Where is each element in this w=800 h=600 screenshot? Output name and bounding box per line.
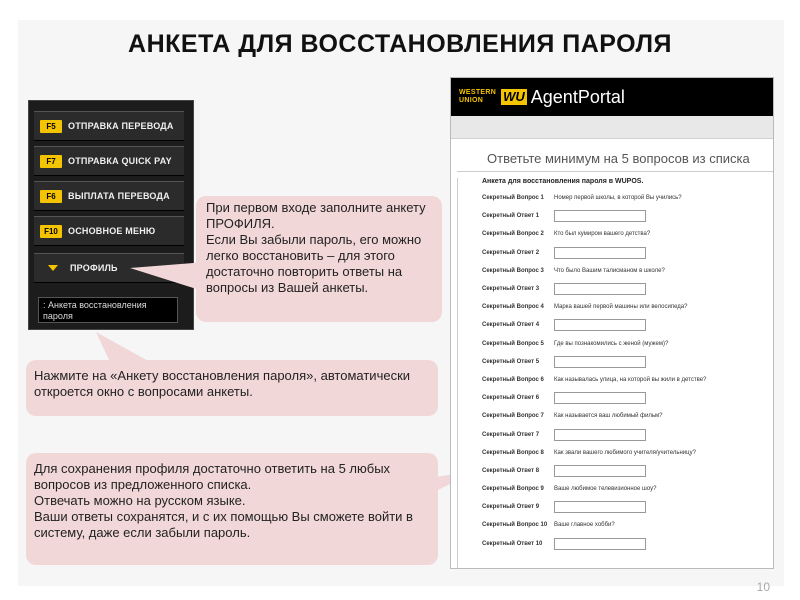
question-text[interactable]: Ваше главное хобби? <box>554 522 615 529</box>
question-row <box>458 225 768 243</box>
answer-input[interactable] <box>554 501 646 513</box>
answer-row <box>458 389 768 407</box>
portal-header <box>451 78 773 116</box>
answer-label: Секретный Ответ 3 <box>482 286 540 293</box>
wu-logo-icon: WU <box>503 89 525 104</box>
answer-input[interactable] <box>554 465 646 477</box>
question-label: Секретный Вопрос 9 <box>482 486 544 493</box>
agent-portal-window <box>450 77 774 569</box>
answer-input[interactable] <box>554 429 646 441</box>
question-row <box>458 262 768 280</box>
answer-row <box>458 244 768 262</box>
question-text[interactable]: Марка вашей первой машины или велосипеда? <box>554 304 688 311</box>
question-row <box>458 444 768 462</box>
question-text[interactable]: Где вы познакомились с женой (мужем)? <box>554 340 669 347</box>
question-label: Секретный Вопрос 3 <box>482 267 544 274</box>
function-key-badge: F10 <box>40 225 62 238</box>
answer-label: Секретный Ответ 10 <box>482 540 543 547</box>
question-label: Секретный Вопрос 4 <box>482 304 544 311</box>
western-union-wordmark <box>451 89 496 105</box>
menu-item-label: ОСНОВНОЕ МЕНЮ <box>68 226 156 236</box>
callout-save-profile <box>26 453 438 565</box>
answer-row <box>458 535 768 553</box>
answer-row <box>458 425 768 443</box>
answer-input[interactable] <box>554 247 646 259</box>
menu-item-send-quick-pay[interactable] <box>34 146 184 176</box>
answer-row <box>458 498 768 516</box>
answer-label: Секретный Ответ 4 <box>482 322 540 329</box>
menu-item-label: ОТПРАВКА QUICK PAY <box>68 156 172 166</box>
menu-item-send-transfer[interactable] <box>34 111 184 141</box>
menu-item-label: ОТПРАВКА ПЕРЕВОДА <box>68 121 174 131</box>
callout-text: При первом входе заполните анкету ПРОФИЛЯ. Если Вы забыли пароль, его можно легко восстановить – для этого достаточно повторить ответы на вопросы из Вашей анкеты. <box>206 200 426 295</box>
menu-item-payout-transfer[interactable] <box>34 181 184 211</box>
chevron-down-icon <box>48 265 58 271</box>
question-row <box>458 335 768 353</box>
answer-label: Секретный Ответ 1 <box>482 213 540 220</box>
page-title: АНКЕТА ДЛЯ ВОССТАНОВЛЕНИЯ ПАРОЛЯ <box>128 30 672 58</box>
page-number: 10 <box>756 580 770 594</box>
callout-open-form <box>26 360 438 416</box>
answer-row <box>458 316 768 334</box>
question-text[interactable]: Как называется ваш любимый фильм? <box>554 413 663 420</box>
question-row <box>458 298 768 316</box>
answer-label: Секретный Ответ 7 <box>482 431 540 438</box>
menu-item-profile[interactable] <box>34 253 184 283</box>
menu-item-label: ПРОФИЛЬ <box>70 263 118 273</box>
portal-name: AgentPortal <box>530 86 625 107</box>
question-row <box>458 480 768 498</box>
menu-item-label: ВЫПЛАТА ПЕРЕВОДА <box>68 191 170 201</box>
question-label: Секретный Вопрос 8 <box>482 449 544 456</box>
answer-row <box>458 462 768 480</box>
answer-label: Секретный Ответ 2 <box>482 249 540 256</box>
answer-input[interactable] <box>554 392 646 404</box>
question-text[interactable]: Что было Вашим талисманом в школе? <box>554 267 665 274</box>
answer-row <box>458 207 768 225</box>
portal-toolbar <box>451 116 773 139</box>
question-label: Секретный Вопрос 1 <box>482 195 544 202</box>
answer-input[interactable] <box>554 283 646 295</box>
recovery-form <box>457 178 768 568</box>
answer-input[interactable] <box>554 210 646 222</box>
answer-input[interactable] <box>554 356 646 368</box>
form-heading: Ответьте минимум на 5 вопросов из списка <box>457 139 773 172</box>
menu-item-main-menu[interactable] <box>34 216 184 246</box>
answer-row <box>458 280 768 298</box>
answer-label: Секретный Ответ 8 <box>482 467 540 474</box>
function-key-badge: F7 <box>40 155 62 168</box>
side-menu <box>28 100 194 330</box>
question-row <box>458 516 768 534</box>
question-label: Секретный Вопрос 6 <box>482 376 544 383</box>
question-row <box>458 407 768 425</box>
answer-label: Секретный Ответ 6 <box>482 395 540 402</box>
question-text[interactable]: Как называлась улица, на которой вы жили в детстве? <box>554 376 707 383</box>
question-label: Секретный Вопрос 7 <box>482 413 544 420</box>
brand-line: WESTERN <box>459 89 497 96</box>
brand-line: UNION <box>459 97 484 104</box>
question-row <box>458 371 768 389</box>
answer-row <box>458 353 768 371</box>
answer-input[interactable] <box>554 538 646 550</box>
question-label: Секретный Вопрос 2 <box>482 231 544 238</box>
form-title: Анкета для восстановления пароля в WUPOS. <box>482 178 644 185</box>
callout-text: Нажмите на «Анкету восстановления пароля», автоматически откроется окно с вопросами анкеты. <box>34 368 411 399</box>
question-label: Секретный Вопрос 5 <box>482 340 544 347</box>
question-text[interactable]: Ваше любимое телевизионное шоу? <box>554 486 657 493</box>
menu-subitem-recovery-form[interactable]: : Анкета восстановления пароля <box>38 297 178 323</box>
answer-label: Секретный Ответ 5 <box>482 358 540 365</box>
question-text[interactable]: Как звали вашего любимого учителя/учительницу? <box>554 449 696 456</box>
function-key-badge: F6 <box>40 190 62 203</box>
answer-input[interactable] <box>554 319 646 331</box>
question-text[interactable]: Номер первой школы, в которой Вы учились? <box>554 195 682 202</box>
callout-first-login <box>196 196 442 322</box>
answer-label: Секретный Ответ 9 <box>482 504 540 511</box>
function-key-badge: F5 <box>40 120 62 133</box>
question-label: Секретный Вопрос 10 <box>482 522 548 529</box>
question-text[interactable]: Кто был кумиром вашего детства? <box>554 231 651 238</box>
question-row <box>458 189 768 207</box>
callout-text: Для сохранения профиля достаточно ответить на 5 любых вопросов из предложенного списка. Отвечать можно на русском языке. Ваши ответы сохранятся, и с их помощью Вы сможете войти в систему, даже если забыли пароль. <box>34 461 413 540</box>
